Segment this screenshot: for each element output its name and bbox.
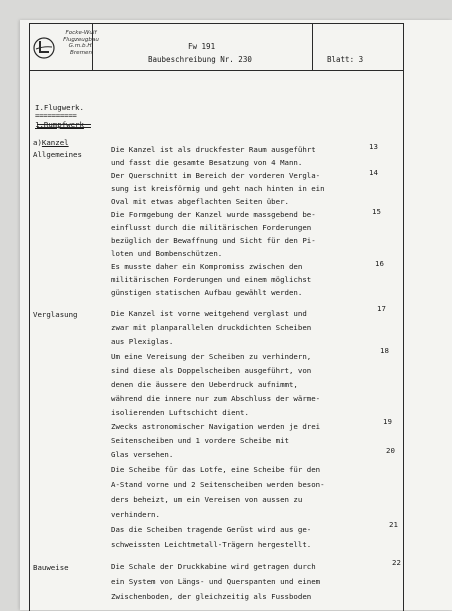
paragraph-number: 13 [369, 142, 378, 151]
body-line: aus Plexiglas. [111, 337, 174, 346]
side-label-construction: Bauweise [33, 563, 69, 572]
body-line: Zwischenboden, der gleichzeitig als Fussboden [111, 592, 312, 601]
body-line: zwar mit planparallelen druckdichten Scheiben [111, 323, 312, 332]
chapter-heading: I.Flugwerk. [35, 103, 84, 112]
body-line: schweissten Leichtmetall-Trägern hergestellt. [111, 540, 312, 549]
side-label-glazing: Verglasung [33, 310, 78, 319]
body-line: sung ist kreisförmig und geht nach hinten in ein [111, 184, 325, 193]
paragraph-number: 21 [389, 520, 398, 529]
company-line: Bremen [69, 49, 92, 56]
body-line: Es musste daher ein Kompromiss zwischen den [111, 262, 303, 271]
body-line: denen die äussere den Ueberdruck aufnimmt, [111, 380, 298, 389]
body-line: Die Scheibe für das Lotfe, eine Scheibe für den [111, 465, 321, 474]
aircraft-type: Fw 191 [188, 42, 216, 51]
body-line: Die Schale der Druckkabine wird getragen durch [111, 562, 316, 571]
subsection-heading [33, 138, 69, 147]
body-line: verhindern. [111, 510, 160, 519]
body-line: ein System von Längs- und Querspanten und einem [111, 577, 321, 586]
subsection-prefix: a) [33, 138, 42, 147]
document-title: Baubeschreibung Nr. 230 [148, 55, 252, 64]
right-margin-rule [403, 71, 404, 611]
chapter-underline: ========== [35, 111, 77, 120]
subsection-title: Kanzel [41, 138, 69, 147]
body-line: günstigen statischen Aufbau gewählt werden. [111, 288, 303, 297]
body-line: Die Kanzel ist vorne weitgehend verglast und [111, 309, 307, 318]
section-double-underline [37, 124, 91, 128]
paragraph-number: 17 [377, 304, 386, 313]
company-line: Focke-Wulf [65, 30, 97, 36]
paragraph-number: 16 [375, 259, 384, 268]
company-line: G.m.b.H. [68, 43, 94, 50]
body-line: einflusst durch die militärischen Forderungen [111, 223, 312, 232]
body-line: sind diese als Doppelscheiben ausgeführt, von [111, 366, 312, 375]
body-line: Glas versehen. [111, 450, 174, 459]
body-line: Um eine Vereisung der Scheiben zu verhindern, [111, 352, 312, 361]
body-line: militärischen Forderungen und einem möglichst [111, 275, 312, 284]
body-line: Oval mit etwas abgeflachten Seiten über. [111, 197, 289, 206]
left-margin-rule [29, 71, 30, 611]
paragraph-number: 20 [386, 446, 395, 455]
body-line: A-Stand vorne und 2 Seitenscheiben werden beson- [111, 480, 325, 489]
section-heading: 1.Rumpfwerk [35, 120, 84, 129]
paragraph-number: 19 [383, 417, 392, 426]
body-line: Zwecks astronomischer Navigation werden je drei [111, 422, 321, 431]
body-line: während die innere nur zum Abschluss der wärme- [111, 394, 321, 403]
body-line: Die Formgebung der Kanzel wurde massgebend be- [111, 210, 316, 219]
company-name [59, 30, 103, 56]
header-divider [312, 24, 313, 70]
body-line: isolierenden Luftschicht dient. [111, 408, 249, 417]
body-line: Der Querschnitt im Bereich der vorderen Vergla- [111, 171, 321, 180]
paragraph-number: 18 [380, 346, 389, 355]
body-line: Seitenscheiben und 1 vordere Scheibe mit [111, 436, 289, 445]
body-line: Das die Scheiben tragende Gerüst wird aus ge- [111, 525, 312, 534]
body-line: Die Kanzel ist als druckfester Raum ausgeführt [111, 145, 316, 154]
paragraph-number: 14 [369, 168, 378, 177]
body-line: und fasst die gesamte Besatzung von 4 Mann. [111, 158, 303, 167]
sheet-number: Blatt: 3 [327, 55, 364, 64]
company-line: Flugzeugbau [63, 36, 99, 43]
focke-wulf-logo-icon [33, 37, 55, 59]
body-line: bezüglich der Bewaffnung und Sicht für den Pi- [111, 236, 316, 245]
paragraph-number: 15 [372, 207, 381, 216]
paragraph-number: 22 [392, 558, 401, 567]
body-line: loten und Bombenschützen. [111, 249, 223, 258]
body-line: ders beheizt, um ein Vereisen von aussen zu [111, 495, 303, 504]
side-label-general: Allgemeines [33, 150, 82, 159]
